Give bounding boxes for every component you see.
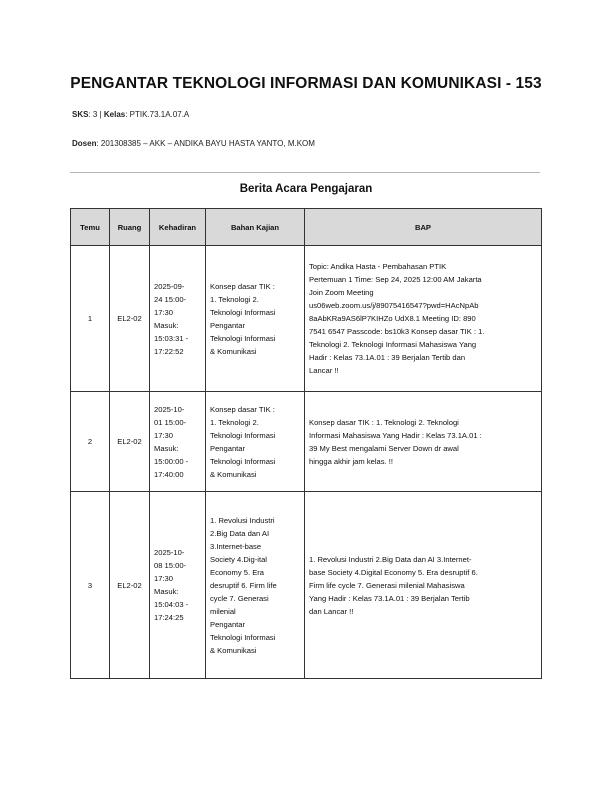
course-info xyxy=(72,110,189,119)
section-title: Berita Acara Pengajaran xyxy=(239,183,373,195)
temu-cell: 3 xyxy=(71,492,110,679)
divider xyxy=(70,172,540,173)
table-row xyxy=(71,392,542,492)
bap-cell: Topic: Andika Hasta - Pembahasan PTIK Pertemuan 1 Time: Sep 24, 2025 12:00 AM Jakarta Join Zoom Meeting us06web.zoom.us/j/89075416547?pwd=HAcNpAb 8aAbKRa9AS6lP7KIHZo UdX8.1 Meeting ID: 890 7541 6547 Passcode: bs10k3 Konsep dasar TIK : 1. Teknologi 2. Teknologi Informasi Mahasiswa Yang Hadir : Kelas 73.1A.01 : 39 Berjalan Tertib dan Lancar !! xyxy=(305,246,542,392)
kelas-value: : PTIK.73.1A.07.A xyxy=(125,110,190,119)
table-row xyxy=(71,246,542,392)
header-bap: BAP xyxy=(305,209,542,246)
bahan-kajian-cell: Konsep dasar TIK : 1. Teknologi 2. Teknologi Informasi Pengantar Teknologi Informasi & Komunikasi xyxy=(206,246,305,392)
ruang-cell: EL2-02 xyxy=(110,492,150,679)
page-title: PENGANTAR TEKNOLOGI INFORMASI DAN KOMUNIKASI - 153 xyxy=(70,75,542,92)
temu-cell: 2 xyxy=(71,392,110,492)
kelas-label: Kelas xyxy=(103,110,126,119)
table-row xyxy=(71,492,542,679)
dosen-label: Dosen xyxy=(72,139,97,148)
header-temu: Temu xyxy=(71,209,110,246)
bahan-kajian-cell: Konsep dasar TIK : 1. Teknologi 2. Teknologi Informasi Pengantar Teknologi Informasi & Komunikasi xyxy=(206,392,305,492)
teaching-record-table xyxy=(70,208,542,679)
sks-value: : 3 | xyxy=(88,110,104,119)
kehadiran-cell: 2025-10- 01 15:00- 17:30 Masuk: 15:00:00 - 17:40:00 xyxy=(150,392,206,492)
bap-cell: Konsep dasar TIK : 1. Teknologi 2. Teknologi Informasi Mahasiswa Yang Hadir : Kelas 73.1A.01 : 39 My Best mengalami Server Down dr awal hingga akhir jam kelas. !! xyxy=(305,392,542,492)
lecturer-info xyxy=(72,139,315,148)
header-bahan-kajian: Bahan Kajian xyxy=(206,209,305,246)
header-ruang: Ruang xyxy=(110,209,150,246)
kehadiran-cell: 2025-10- 08 15:00- 17:30 Masuk: 15:04:03 - 17:24:25 xyxy=(150,492,206,679)
bap-cell: 1. Revolusi Industri 2.Big Data dan AI 3.Internet- base Society 4.Digital Economy 5. Era desruptif 6. Firm life cycle 7. Generasi milenial Mahasiswa Yang Hadir : Kelas 73.1A.01 : 39 Berjalan Tertib dan Lancar !! xyxy=(305,492,542,679)
sks-label: SKS xyxy=(72,110,89,119)
temu-cell: 1 xyxy=(71,246,110,392)
table-header-row xyxy=(71,209,542,246)
dosen-value: : 201308385 – AKK – ANDIKA BAYU HASTA YANTO, M.KOM xyxy=(96,139,315,148)
ruang-cell: EL2-02 xyxy=(110,392,150,492)
ruang-cell: EL2-02 xyxy=(110,246,150,392)
header-kehadiran: Kehadiran xyxy=(150,209,206,246)
bahan-kajian-cell: 1. Revolusi Industri 2.Big Data dan AI 3.Internet-base Society 4.Dig-ital Economy 5. Era desruptif 6. Firm life cycle 7. Generasi milenial Pengantar Teknologi Informasi & Komunikasi xyxy=(206,492,305,679)
kehadiran-cell: 2025-09- 24 15:00- 17:30 Masuk: 15:03:31 - 17:22:52 xyxy=(150,246,206,392)
